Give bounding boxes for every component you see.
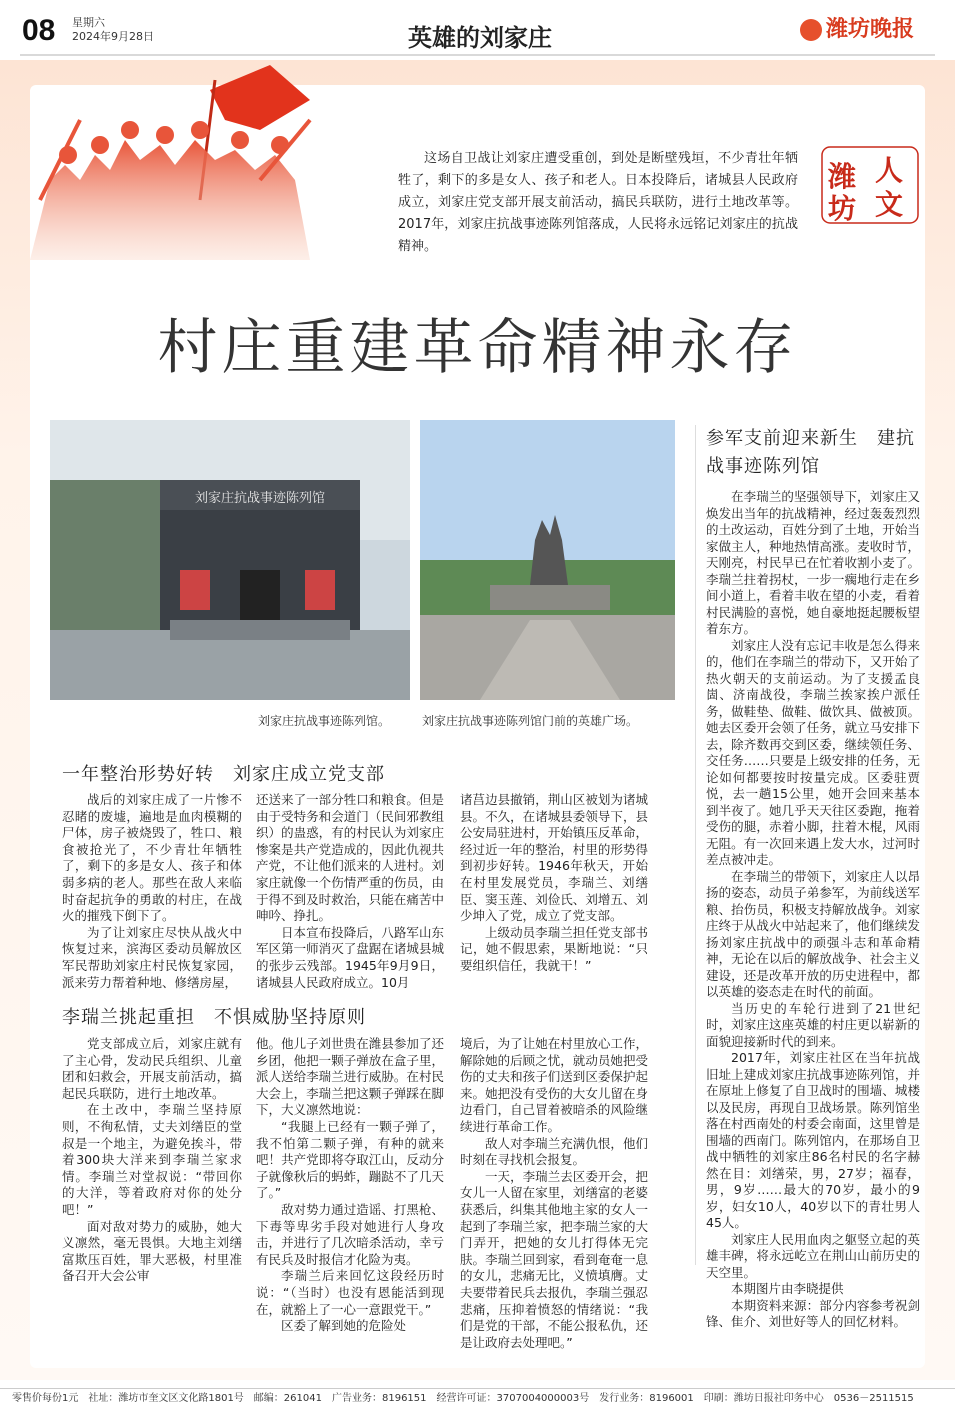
paragraph: 党支部成立后，刘家庄就有了主心骨，发动民兵组织、儿童团和妇救会，开展支前活动，搞起民兵联防，进行土地改革。 <box>62 1036 242 1101</box>
page-number: 08 <box>22 14 56 47</box>
museum-sign: 刘家庄抗战事迹陈列馆 <box>194 491 326 506</box>
photo-caption-2: 刘家庄抗战事迹陈列馆门前的英雄广场。 <box>422 714 639 728</box>
museum-photo <box>50 420 410 700</box>
paragraph: 为了让刘家庄尽快从战火中恢复过来，滨海区委动员解放区军民帮助刘家庄村民恢复家园，派来劳力帮着种地、修缮房屋， <box>62 924 242 990</box>
sidebar-heading: 参军支前迎来新生 建抗战事迹陈列馆 <box>706 428 915 477</box>
section-1-column-1 <box>62 792 242 991</box>
paragraph: 在李瑞兰的坚强领导下，刘家庄又焕发出当年的抗战精神，经过轰轰烈烈的土改运动，百姓分到了土地，开始当家做主人，种地热情高涨。麦收时节，天刚亮，村民早已在忙着收割小麦了。李瑞兰拄着拐杖，一步一瘸地行走在乡间小道上，看着丰收在望的小麦，看着村民满脸的喜悦，她自豪地挺起腰板望着东方。 <box>706 489 920 636</box>
paragraph: 敌人对李瑞兰充满仇恨，他们时刻在寻找机会报复。 <box>460 1135 648 1168</box>
column-stamp <box>820 145 920 225</box>
paragraph: 刘家庄人民用血肉之躯竖立起的英雄丰碑，将永远屹立在荆山山前历史的天空里。 <box>706 1231 920 1280</box>
header-rule <box>20 54 935 56</box>
masthead-logo-icon <box>800 19 822 41</box>
hero-square-image <box>420 420 675 700</box>
column-divider <box>695 425 696 1265</box>
date: 2024年9月28日 <box>72 30 154 43</box>
section-title: 英雄的刘家庄 <box>408 23 552 52</box>
paragraph: 战后的刘家庄成了一片惨不忍睹的废墟，遍地是血肉模糊的尸体，房子被烧毁了，牲口、粮食被抢光了，不少青壮年牺牲了，剩下的多是女人、孩子和体弱多病的老人。那些在敌人来临时奋起抗争的勇敢的村庄，在战火的摧残下倒下了。 <box>62 792 242 924</box>
source-note: 本期资料来源：部分内容参考祝剑锋、隹介、刘世好等人的回忆材料。 <box>706 1297 920 1329</box>
paragraph: 还送来了一部分牲口和粮食。但是由于受特务和会道门（民间邪教组织）的蛊惑，有的村民认为刘家庄惨案是共产党造成的，因此仇视共产党，不让他们派来的人进村。刘家庄就像一个伤情严重的伤员，由于得不到及时救治，只能在痛苦中呻吟、挣扎。 <box>256 792 444 924</box>
paragraph: 诸莒边县撤销，荆山区被划为诸城县。不久，在诸城县委领导下，县公安局驻进村，开始镇压反革命，经过近一年的整治，村里的形势得到初步好转。1946年秋天，开始在村里发展党员，李瑞兰、刘缮臣、窦玉莲、刘俭氏、刘增五、刘少坤入了党，成立了党支部。 <box>460 792 648 924</box>
photo-credit: 本期图片由李晓提供 <box>731 1281 844 1296</box>
section-2-column-2 <box>256 1036 444 1335</box>
paragraph: 在土改中，李瑞兰坚持原则，不徇私情，丈夫刘缮臣的堂叔是一个地主，为避免挨斗，带着300块大洋来到李瑞兰家求情。李瑞兰对堂叔说：“带回你的大洋，等着政府对你的处分吧！” <box>62 1102 242 1217</box>
paper-name: 潍坊晚报 <box>826 16 915 42</box>
issue-date <box>72 16 154 44</box>
stamp-char-1: 潍 <box>828 160 857 193</box>
stamp-char-3: 人 <box>875 154 904 187</box>
soldiers-flag-illustration <box>10 60 320 280</box>
photo-caption-1: 刘家庄抗战事迹陈列馆。 <box>258 714 391 728</box>
stamp-char-4: 文 <box>875 188 904 221</box>
paragraph: 他。他儿子刘世贵在潍县参加了还乡团，他把一颗子弹放在盒子里，派人送给李瑞兰进行威胁。在村民大会上，李瑞兰把这颗子弹踩在脚下，大义凛然地说： <box>256 1036 444 1118</box>
page-footer: 零售价每份1元 社址：潍坊市奎文区文化路1801号 邮编：261041 广告业务：8196151 经营许可证：3707004000003号 发行业务：8196001 印刷：潍坊日报社印务中心 0536－2511515 <box>0 1388 955 1410</box>
paragraph: 一天，李瑞兰去区委开会，把女儿一人留在家里，刘缮富的老婆获悉后，纠集其他地主家的女人一起到了李瑞兰家，把李瑞兰家的大门弄开，把她的女儿打得体无完肤。李瑞兰回到家，看到奄奄一息的女儿，悲痛无比，义愤填膺。丈夫要带着民兵去报仇，李瑞兰强忍悲痛，压抑着愤怒的情绪说：“我们是党的干部，不能公报私仇，还是让政府去处理吧。” <box>460 1168 648 1350</box>
section-2-heading: 李瑞兰挑起重担 不惧威胁坚持原则 <box>62 1007 366 1028</box>
paragraph: 敌对势力通过造谣、打黑枪、下毒等卑劣手段对她进行人身攻击，并进行了几次暗杀活动，幸亏有民兵及时报信才化险为夷。 <box>256 1201 444 1267</box>
paragraph: 李瑞兰后来回忆这段经历时说：“（当时）也没有恩能活到现在，就豁上了一心一意跟党干。” <box>256 1268 444 1317</box>
sidebar-body <box>706 489 920 1331</box>
intro-paragraph: 这场自卫战让刘家庄遭受重创，到处是断壁残垣，不少青壮年牺牲了，剩下的多是女人、孩子和老人。日本投降后，诸城县人民政府成立，刘家庄党支部开展支前活动，搞民兵联防，进行土地改革等。2017年，刘家庄抗战事迹陈列馆落成，人民将永远铭记刘家庄的抗战精神。 <box>398 151 798 254</box>
stamp-char-2: 坊 <box>828 192 857 225</box>
page-header <box>0 0 955 60</box>
paragraph: 日本宣布投降后，八路军山东军区第一师消灭了盘踞在诸城县城的张步云残部。1945年9月9日，诸城县人民政府成立。10月 <box>256 924 444 990</box>
main-headline: 村庄重建革命精神永存 <box>157 313 798 383</box>
paragraph: 在李瑞兰的带领下，刘家庄人以昂扬的姿态，动员子弟参军，为前线送军粮、抬伤员，积极支持解放战争。刘家庄终于从战火中站起来了，他们继续发扬刘家庄抗战中的顽强斗志和革命精神，无论在以后的解放战争、社会主义建设，还是改革开放的历史进程中，都以英雄的姿态走在时代的前面。 <box>706 868 920 999</box>
section-2-column-1 <box>62 1036 242 1285</box>
paragraph: “我腿上已经有一颗子弹了，我不怕第二颗子弹，有种的就来吧！共产党即将夺取江山，反动分子就像秋后的蚂蚱，蹦跶不了几天了。” <box>256 1118 444 1201</box>
section-1-column-2 <box>256 792 444 991</box>
paragraph: 2017年，刘家庄社区在当年抗战旧址上建成刘家庄抗战事迹陈列馆，并在原址上修复了自卫战时的围墙、城楼以及民房，再现自卫战场景。陈列馆坐落在村西南处的村委会南面，这里曾是围墙的西南门。陈列馆内，在那场自卫战中牺牲的刘家庄86名村民的名字赫然在目：刘缮荣，男，27岁；福春，男，9岁……最大的70岁，最小的9岁，妇女10人，40岁以下的青壮男人45人。 <box>706 1050 920 1230</box>
paragraph: 面对敌对势力的威胁，她大义凛然，毫无畏惧。大地主刘缮富欺压百姓，罪大恶极，村里准备召开大会公审 <box>62 1218 242 1284</box>
paragraph: 刘家庄人没有忘记丰收是怎么得来的，他们在李瑞兰的带动下，又开始了热火朝天的支前运动。为了支援孟良崮、济南战役，李瑞兰挨家挨户派任务，做鞋垫、做鞋、做饮具、做被顶。她去区委开会领了任务，就立马安排下去，除齐数再交到区委，继续领任务、交任务……只要是上级安排的任务，无论如何都要按时按量完成。区委驻贾悦，去一趟15公里，她开会回来基本到半夜了。她几乎天天往区委跑，拖着受伤的腿，赤着小脚，拄着木棍，风雨无阻。有一次回来遇上发大水，过河时差点被冲走。 <box>706 637 920 867</box>
section-1-heading: 一年整治形势好转 刘家庄成立党支部 <box>62 764 385 785</box>
sidebar-article <box>706 425 920 1331</box>
paragraph: 上级动员李瑞兰担任党支部书记，她不假思索，果断地说：“只要组织信任，我就干！” <box>460 924 648 973</box>
section-2-column-3 <box>460 1036 648 1351</box>
square-photo <box>420 420 675 700</box>
masthead <box>800 12 914 43</box>
weekday: 星期六 <box>72 16 105 29</box>
paragraph: 当历史的车轮行进到了21世纪时，刘家庄这座英雄的村庄更以崭新的面貌迎接新时代的到来。 <box>706 1000 920 1049</box>
paragraph: 境后，为了让她在村里放心工作，解除她的后顾之忧，就动员她把受伤的丈夫和孩子们送到区委保护起来。她把没有受伤的大女儿留在身边看门，自己冒着被暗杀的风险继续进行革命工作。 <box>460 1036 648 1134</box>
paragraph: 区委了解到她的危险处 <box>281 1318 407 1334</box>
section-1-column-3 <box>460 792 648 975</box>
museum-building-image <box>50 420 410 700</box>
